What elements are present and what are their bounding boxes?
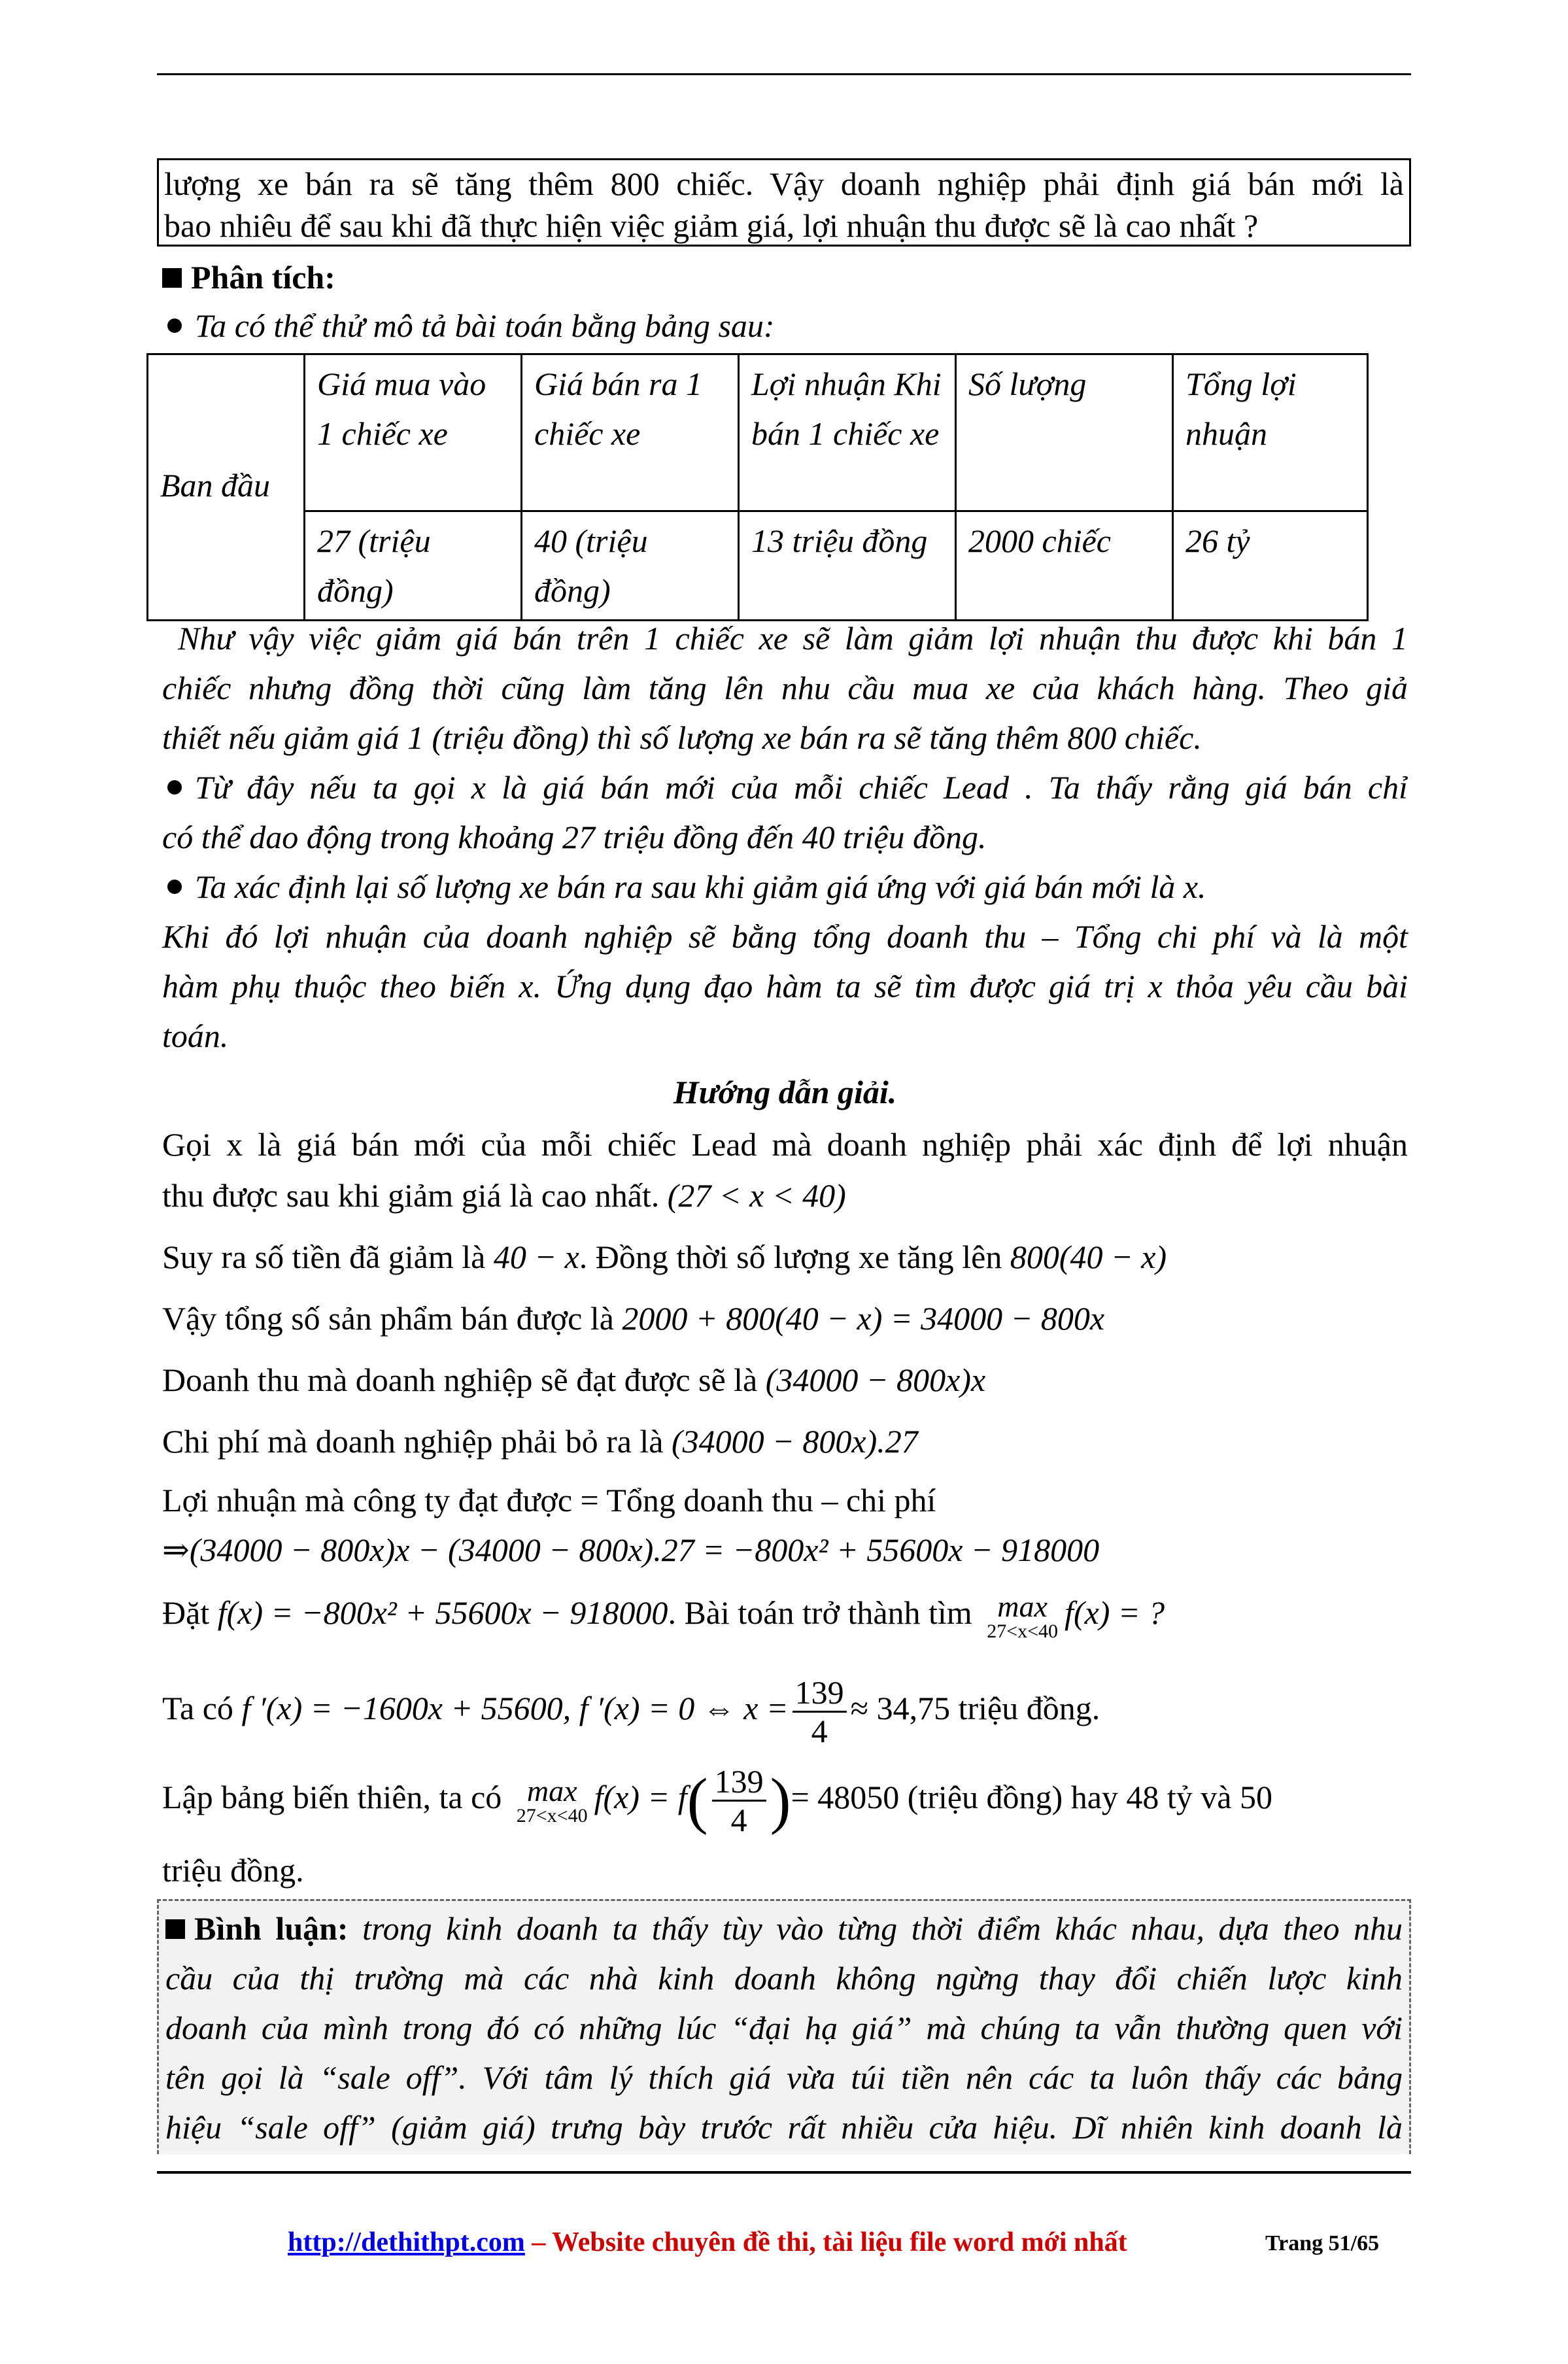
table-header: Tổng lợi nhuận — [1173, 354, 1368, 511]
page-number: Trang 51/65 — [1265, 2231, 1380, 2255]
solution-line: thu được sau khi giảm giá là cao nhất. (27 < x < 40) — [162, 1177, 846, 1214]
analysis-paragraph: hàm phụ thuộc theo biến x. Ứng dụng đạo hàm ta sẽ tìm được giá trị x thỏa yêu cầu bài — [162, 968, 1408, 1004]
comment-line: cầu của thị trường mà các nhà kinh doanh không ngừng thay đổi chiến lược kinh — [165, 1960, 1403, 1996]
solution-heading: Hướng dẫn giải. — [673, 1074, 897, 1110]
solution-line: Suy ra số tiền đã giảm là 40 − x. Đồng thời số lượng xe tăng lên 800(40 − x) — [162, 1239, 1167, 1275]
solution-line: Vậy tổng số sản phẩm bán được là 2000 + 800(40 − x) = 34000 − 800x — [162, 1300, 1105, 1337]
comment-line: tên gọi là “sale off”. Với tâm lý thích giá vừa túi tiền nên các ta luôn thấy các bảng — [165, 2059, 1403, 2096]
bullet-icon — [167, 318, 182, 333]
square-bullet-icon — [165, 1919, 185, 1939]
fraction: $\frac{139}{4}$ — [712, 1763, 766, 1838]
analysis-bullet: Ta có thể thử mô tả bài toán bằng bảng sau: — [162, 301, 1408, 351]
max-operator: max 27<x<40 — [516, 1773, 588, 1826]
comment-box — [157, 1899, 1411, 2154]
square-bullet-icon — [162, 268, 182, 288]
table-cell: 40 (triệu đồng) — [522, 511, 739, 621]
footer: http://dethithpt.com – Website chuyên đề thi, tài liệu file word mới nhất — [288, 2227, 1127, 2257]
analysis-paragraph: Khi đó lợi nhuận của doanh nghiệp sẽ bằng tổng doanh thu – Tổng chi phí và là một — [162, 918, 1408, 955]
analysis-paragraph: Như vậy việc giảm giá bán trên 1 chiếc xe sẽ làm giảm lợi nhuận thu được khi bán 1 — [178, 620, 1408, 657]
fraction: $\frac{139}{4}$ — [793, 1674, 847, 1749]
table-header: Giá bán ra 1 chiếc xe — [522, 354, 739, 511]
comment-line: hiệu “sale off” (giảm giá) trưng bày trước rất nhiều cửa hiệu. Dĩ nhiên kinh doanh là — [165, 2109, 1403, 2146]
solution-line: Gọi x là giá bán mới của mỗi chiếc Lead mà doanh nghiệp phải xác định để lợi nhuận — [162, 1126, 1408, 1163]
table-cell: 26 tỷ — [1173, 511, 1368, 621]
table-header: Giá mua vào 1 chiếc xe — [305, 354, 522, 511]
analysis-paragraph: chiếc nhưng đồng thời cũng làm tăng lên nhu cầu mua xe của khách hàng. Theo giả — [162, 670, 1408, 706]
analysis-bullet: Ta xác định lại số lượng xe bán ra sau khi giảm giá ứng với giá bán mới là x. — [162, 862, 1408, 912]
solution-math: ⇒(34000 − 800x)x − (34000 − 800x).27 = −800x² + 55600x − 918000 — [162, 1532, 1100, 1568]
solution-line: Đặt f(x) = −800x² + 55600x − 918000. Bài toán trở thành tìm max 27<x<40 f(x) = ? — [162, 1589, 1165, 1642]
bottom-rule — [157, 2171, 1411, 2174]
solution-line: triệu đồng. — [162, 1852, 304, 1889]
table-header: Số lượng — [956, 354, 1173, 511]
table-cell: 2000 chiếc — [956, 511, 1173, 621]
math-inline: (27 < x < 40) — [667, 1177, 846, 1214]
analysis-paragraph: có thể dao động trong khoảng 27 triệu đồng đến 40 triệu đồng. — [162, 819, 987, 855]
table-header: Lợi nhuận Khi bán 1 chiếc xe — [739, 354, 956, 511]
solution-line: Chi phí mà doanh nghiệp phải bỏ ra là (34000 − 800x).27 — [162, 1423, 918, 1460]
website-link[interactable]: http://dethithpt.com — [288, 2227, 525, 2257]
comment-line: Bình luận: trong kinh doanh ta thấy tùy vào từng thời điểm khác nhau, dựa theo nhu — [165, 1904, 1403, 1953]
problem-line: bao nhiêu để sau khi đã thực hiện việc giảm giá, lợi nhuận thu được sẽ là cao nhất ? — [164, 207, 1259, 244]
problem-box — [157, 158, 1411, 247]
problem-line: lượng xe bán ra sẽ tăng thêm 800 chiếc. Vậy doanh nghiệp phải định giá bán mới là — [164, 165, 1404, 202]
bullet-icon — [167, 880, 182, 894]
comment-line: doanh của mình trong đó có những lúc “đại hạ giá” mà chúng ta vẫn thường quen với — [165, 2010, 1403, 2046]
analysis-paragraph: thiết nếu giảm giá 1 (triệu đồng) thì số lượng xe bán ra sẽ tăng thêm 800 chiếc. — [162, 719, 1202, 756]
solution-line: Ta có f ′(x) = −1600x + 55600, f ′(x) = 0 ⇔ x = $\frac{139}{4}$ ≈ 34,75 triệu đồng. — [162, 1674, 1100, 1749]
analysis-paragraph: toán. — [162, 1018, 229, 1054]
analysis-table — [146, 353, 1369, 621]
bullet-icon — [167, 780, 182, 795]
solution-line: Doanh thu mà doanh nghiệp sẽ đạt được sẽ là (34000 − 800x)x — [162, 1362, 986, 1398]
max-operator: max 27<x<40 — [987, 1589, 1059, 1642]
top-rule — [157, 73, 1411, 75]
solution-line: Lập bảng biến thiên, ta có max 27<x<40 f(x) = f( $\frac{139}{4}$ )= 48050 (triệu đồng) hay 48 tỷ và 50 — [162, 1763, 1272, 1838]
row-label: Ban đầu — [148, 354, 305, 621]
analysis-heading: Phân tích: — [162, 252, 1408, 302]
solution-line: Lợi nhuận mà công ty đạt được = Tổng doanh thu – chi phí — [162, 1482, 936, 1518]
table-cell: 27 (triệu đồng) — [305, 511, 522, 621]
table-cell: 13 triệu đồng — [739, 511, 956, 621]
analysis-bullet: Từ đây nếu ta gọi x là giá bán mới của mỗi chiếc Lead . Ta thấy rằng giá bán chỉ — [162, 762, 1408, 812]
